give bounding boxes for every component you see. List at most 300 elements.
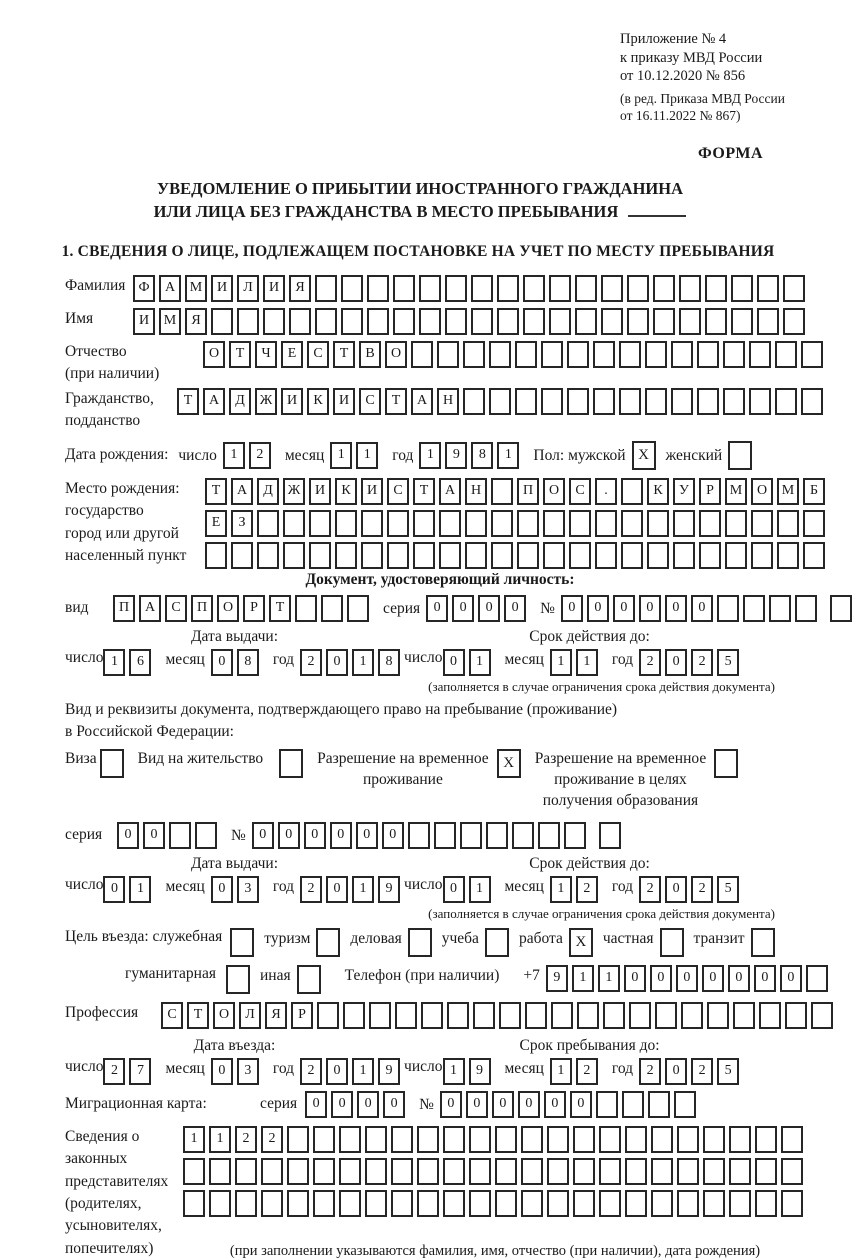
char-cell[interactable]: Д [257,478,279,505]
char-cell[interactable] [315,275,337,302]
char-cell[interactable]: 2 [261,1126,283,1153]
char-cell[interactable]: 9 [546,965,568,992]
char-cell[interactable] [575,308,597,335]
char-cell[interactable] [437,341,459,368]
migration-series-input[interactable] [305,1091,409,1118]
char-cell[interactable] [593,341,615,368]
char-cell[interactable]: 0 [728,965,750,992]
char-cell[interactable] [335,542,357,569]
char-cell[interactable] [697,341,719,368]
char-cell[interactable] [629,1002,651,1029]
char-cell[interactable]: М [725,478,747,505]
char-cell[interactable] [803,542,825,569]
char-cell[interactable] [525,1002,547,1029]
char-cell[interactable]: 0 [639,595,661,622]
char-cell[interactable] [237,308,259,335]
char-cell[interactable] [781,1190,803,1217]
char-cell[interactable]: 0 [304,822,326,849]
char-cell[interactable] [283,510,305,537]
char-cell[interactable]: Т [413,478,435,505]
char-cell[interactable]: П [113,595,135,622]
char-cell[interactable] [491,542,513,569]
char-cell[interactable]: 0 [665,876,687,903]
char-cell[interactable]: 1 [352,1058,374,1085]
purpose-business-checkbox[interactable] [408,928,432,957]
char-cell[interactable] [183,1158,205,1185]
char-cell[interactable]: К [647,478,669,505]
char-cell[interactable]: 1 [550,876,572,903]
char-cell[interactable]: 0 [383,1091,405,1118]
char-cell[interactable]: 0 [440,1091,462,1118]
char-cell[interactable] [725,510,747,537]
char-cell[interactable]: 0 [103,876,125,903]
char-cell[interactable] [257,510,279,537]
char-cell[interactable]: 0 [587,595,609,622]
residence-number-input[interactable] [252,822,625,849]
stay-day-input[interactable] [443,1058,495,1085]
char-cell[interactable] [645,388,667,415]
char-cell[interactable]: 9 [469,1058,491,1085]
doc-number-input[interactable] [561,595,856,622]
char-cell[interactable] [443,1126,465,1153]
char-cell[interactable] [421,1002,443,1029]
char-cell[interactable] [573,1190,595,1217]
char-cell[interactable]: 2 [576,1058,598,1085]
legal-reps-input-row2[interactable] [183,1158,807,1185]
char-cell[interactable]: Ч [255,341,277,368]
char-cell[interactable]: 5 [717,1058,739,1085]
char-cell[interactable] [361,542,383,569]
char-cell[interactable] [593,388,615,415]
char-cell[interactable]: О [213,1002,235,1029]
char-cell[interactable] [699,510,721,537]
char-cell[interactable]: 0 [443,649,465,676]
char-cell[interactable] [365,1190,387,1217]
birth-place-input-row1[interactable] [205,478,829,505]
char-cell[interactable] [567,341,589,368]
char-cell[interactable] [365,1126,387,1153]
char-cell[interactable] [599,1126,621,1153]
char-cell[interactable]: 0 [326,1058,348,1085]
char-cell[interactable]: В [359,341,381,368]
char-cell[interactable] [596,1091,618,1118]
char-cell[interactable] [601,308,623,335]
char-cell[interactable]: 3 [237,1058,259,1085]
char-cell[interactable] [619,388,641,415]
char-cell[interactable] [749,341,771,368]
purpose-transit-checkbox[interactable] [751,928,775,957]
char-cell[interactable]: Т [333,341,355,368]
char-cell[interactable]: 2 [576,876,598,903]
char-cell[interactable]: 0 [443,876,465,903]
legal-reps-input-row1[interactable] [183,1126,807,1153]
char-cell[interactable]: 0 [211,1058,233,1085]
char-cell[interactable] [653,275,675,302]
char-cell[interactable]: 8 [378,649,400,676]
char-cell[interactable] [551,1002,573,1029]
char-cell[interactable] [569,542,591,569]
char-cell[interactable] [707,1002,729,1029]
char-cell[interactable]: Я [185,308,207,335]
char-cell[interactable]: 0 [278,822,300,849]
char-cell[interactable] [573,1158,595,1185]
char-cell[interactable] [471,275,493,302]
stay-month-input[interactable] [550,1058,602,1085]
char-cell[interactable]: 9 [378,1058,400,1085]
char-cell[interactable]: Т [269,595,291,622]
char-cell[interactable] [287,1158,309,1185]
char-cell[interactable] [599,1158,621,1185]
char-cell[interactable] [619,341,641,368]
char-cell[interactable]: С [307,341,329,368]
char-cell[interactable] [491,478,513,505]
char-cell[interactable]: 0 [211,876,233,903]
char-cell[interactable] [417,1158,439,1185]
purpose-private-checkbox[interactable] [660,928,684,957]
char-cell[interactable] [419,308,441,335]
char-cell[interactable] [263,308,285,335]
char-cell[interactable] [757,275,779,302]
char-cell[interactable] [775,388,797,415]
purpose-study-checkbox[interactable] [485,928,509,957]
char-cell[interactable]: 7 [129,1058,151,1085]
char-cell[interactable] [463,341,485,368]
char-cell[interactable] [521,1158,543,1185]
char-cell[interactable]: 1 [103,649,125,676]
char-cell[interactable]: 0 [357,1091,379,1118]
char-cell[interactable]: 1 [223,442,245,469]
char-cell[interactable]: 0 [665,595,687,622]
char-cell[interactable]: 0 [613,595,635,622]
char-cell[interactable] [731,308,753,335]
doc-issue-month[interactable] [211,649,263,676]
char-cell[interactable]: И [333,388,355,415]
char-cell[interactable] [653,308,675,335]
char-cell[interactable] [393,308,415,335]
char-cell[interactable]: 2 [691,649,713,676]
char-cell[interactable]: Ж [283,478,305,505]
char-cell[interactable] [463,388,485,415]
char-cell[interactable] [699,542,721,569]
char-cell[interactable] [209,1158,231,1185]
char-cell[interactable] [443,1190,465,1217]
entry-month-input[interactable] [211,1058,263,1085]
char-cell[interactable] [417,1126,439,1153]
char-cell[interactable] [673,510,695,537]
char-cell[interactable] [521,1190,543,1217]
residence-issue-year[interactable] [300,876,404,903]
char-cell[interactable]: Р [243,595,265,622]
char-cell[interactable]: К [307,388,329,415]
char-cell[interactable]: Н [437,388,459,415]
char-cell[interactable] [599,822,621,849]
char-cell[interactable] [595,510,617,537]
char-cell[interactable]: . [595,478,617,505]
char-cell[interactable] [775,341,797,368]
char-cell[interactable] [261,1158,283,1185]
birth-month-input[interactable] [330,442,382,469]
char-cell[interactable] [811,1002,833,1029]
char-cell[interactable] [411,341,433,368]
patronymic-input[interactable] [203,341,827,368]
doc-valid-year[interactable] [639,649,743,676]
char-cell[interactable] [651,1190,673,1217]
char-cell[interactable] [801,388,823,415]
char-cell[interactable]: 2 [639,876,661,903]
char-cell[interactable]: С [359,388,381,415]
char-cell[interactable]: 0 [650,965,672,992]
char-cell[interactable] [469,1126,491,1153]
char-cell[interactable] [759,1002,781,1029]
char-cell[interactable]: 0 [382,822,404,849]
char-cell[interactable] [395,1002,417,1029]
char-cell[interactable]: 1 [443,1058,465,1085]
char-cell[interactable]: И [211,275,233,302]
char-cell[interactable]: М [159,308,181,335]
char-cell[interactable] [495,1126,517,1153]
char-cell[interactable] [257,542,279,569]
char-cell[interactable]: 0 [676,965,698,992]
char-cell[interactable] [679,275,701,302]
char-cell[interactable] [655,1002,677,1029]
char-cell[interactable]: Ж [255,388,277,415]
char-cell[interactable] [599,1190,621,1217]
char-cell[interactable] [751,510,773,537]
residence-valid-month[interactable] [550,876,602,903]
char-cell[interactable]: О [385,341,407,368]
char-cell[interactable] [703,1158,725,1185]
surname-input[interactable] [133,275,809,302]
purpose-official-checkbox[interactable] [230,928,254,957]
char-cell[interactable] [731,275,753,302]
char-cell[interactable]: 0 [452,595,474,622]
char-cell[interactable]: С [569,478,591,505]
char-cell[interactable] [541,388,563,415]
char-cell[interactable] [703,1190,725,1217]
char-cell[interactable]: 0 [570,1091,592,1118]
char-cell[interactable] [627,308,649,335]
doc-series-input[interactable] [426,595,530,622]
char-cell[interactable] [391,1126,413,1153]
residence-series-input[interactable] [117,822,221,849]
char-cell[interactable] [471,308,493,335]
char-cell[interactable]: 1 [209,1126,231,1153]
char-cell[interactable] [729,1190,751,1217]
char-cell[interactable] [795,595,817,622]
char-cell[interactable] [783,308,805,335]
char-cell[interactable] [367,275,389,302]
char-cell[interactable] [705,275,727,302]
char-cell[interactable] [783,275,805,302]
char-cell[interactable] [647,510,669,537]
char-cell[interactable] [317,1002,339,1029]
char-cell[interactable] [541,341,563,368]
char-cell[interactable] [697,388,719,415]
char-cell[interactable] [209,1190,231,1217]
purpose-humanitarian-checkbox[interactable] [226,965,250,994]
char-cell[interactable]: 1 [419,442,441,469]
char-cell[interactable]: 1 [352,876,374,903]
char-cell[interactable] [445,308,467,335]
char-cell[interactable]: Т [205,478,227,505]
visa-checkbox[interactable] [100,749,124,778]
char-cell[interactable] [757,308,779,335]
char-cell[interactable]: 1 [572,965,594,992]
char-cell[interactable]: 0 [478,595,500,622]
char-cell[interactable]: 0 [780,965,802,992]
char-cell[interactable] [679,308,701,335]
char-cell[interactable] [235,1158,257,1185]
char-cell[interactable] [169,822,191,849]
char-cell[interactable] [785,1002,807,1029]
char-cell[interactable] [295,595,317,622]
char-cell[interactable] [339,1126,361,1153]
char-cell[interactable]: Н [465,478,487,505]
char-cell[interactable] [723,388,745,415]
char-cell[interactable] [413,510,435,537]
char-cell[interactable]: Е [205,510,227,537]
char-cell[interactable]: Р [699,478,721,505]
doc-issue-day[interactable] [103,649,155,676]
char-cell[interactable] [465,542,487,569]
char-cell[interactable]: 8 [471,442,493,469]
char-cell[interactable] [517,542,539,569]
residence-issue-month[interactable] [211,876,263,903]
char-cell[interactable] [677,1190,699,1217]
char-cell[interactable] [749,388,771,415]
char-cell[interactable]: О [217,595,239,622]
char-cell[interactable] [343,1002,365,1029]
char-cell[interactable] [543,542,565,569]
char-cell[interactable] [391,1158,413,1185]
char-cell[interactable] [717,595,739,622]
char-cell[interactable]: 1 [129,876,151,903]
char-cell[interactable]: О [751,478,773,505]
char-cell[interactable]: 1 [550,649,572,676]
char-cell[interactable] [515,388,537,415]
char-cell[interactable]: Б [803,478,825,505]
char-cell[interactable]: И [361,478,383,505]
char-cell[interactable] [543,510,565,537]
char-cell[interactable]: 0 [691,595,713,622]
char-cell[interactable]: 0 [331,1091,353,1118]
char-cell[interactable] [235,1190,257,1217]
char-cell[interactable] [648,1091,670,1118]
char-cell[interactable]: П [517,478,539,505]
char-cell[interactable]: 1 [183,1126,205,1153]
char-cell[interactable]: 0 [252,822,274,849]
char-cell[interactable] [806,965,828,992]
char-cell[interactable] [671,341,693,368]
profession-input[interactable] [161,1002,837,1029]
char-cell[interactable] [335,510,357,537]
char-cell[interactable]: 0 [624,965,646,992]
char-cell[interactable] [183,1190,205,1217]
char-cell[interactable]: И [309,478,331,505]
residence-permit-checkbox[interactable] [279,749,303,778]
char-cell[interactable] [743,595,765,622]
char-cell[interactable]: Д [229,388,251,415]
char-cell[interactable]: 1 [330,442,352,469]
purpose-tourism-checkbox[interactable] [316,928,340,957]
char-cell[interactable] [341,308,363,335]
char-cell[interactable]: А [439,478,461,505]
char-cell[interactable] [705,308,727,335]
birth-year-input[interactable] [419,442,523,469]
char-cell[interactable] [625,1126,647,1153]
char-cell[interactable] [231,542,253,569]
char-cell[interactable] [313,1158,335,1185]
char-cell[interactable] [512,822,534,849]
char-cell[interactable] [673,542,695,569]
char-cell[interactable] [677,1126,699,1153]
char-cell[interactable] [369,1002,391,1029]
char-cell[interactable] [365,1158,387,1185]
char-cell[interactable] [387,510,409,537]
char-cell[interactable]: Т [177,388,199,415]
residence-valid-year[interactable] [639,876,743,903]
char-cell[interactable] [283,542,305,569]
char-cell[interactable] [573,1126,595,1153]
birth-place-input-row2[interactable] [205,510,829,537]
char-cell[interactable]: П [191,595,213,622]
char-cell[interactable] [347,595,369,622]
char-cell[interactable]: 3 [237,876,259,903]
char-cell[interactable] [289,308,311,335]
char-cell[interactable] [491,510,513,537]
char-cell[interactable]: З [231,510,253,537]
char-cell[interactable]: 0 [504,595,526,622]
char-cell[interactable]: Ф [133,275,155,302]
char-cell[interactable]: А [203,388,225,415]
char-cell[interactable]: А [159,275,181,302]
char-cell[interactable] [391,1190,413,1217]
char-cell[interactable] [313,1190,335,1217]
char-cell[interactable] [577,1002,599,1029]
char-cell[interactable]: У [673,478,695,505]
char-cell[interactable] [387,542,409,569]
char-cell[interactable]: 2 [103,1058,125,1085]
char-cell[interactable]: 1 [352,649,374,676]
char-cell[interactable] [725,542,747,569]
char-cell[interactable] [367,308,389,335]
char-cell[interactable]: Т [187,1002,209,1029]
char-cell[interactable] [495,1190,517,1217]
char-cell[interactable]: 0 [117,822,139,849]
char-cell[interactable]: 1 [469,876,491,903]
char-cell[interactable]: Р [291,1002,313,1029]
char-cell[interactable]: 2 [691,876,713,903]
char-cell[interactable] [499,1002,521,1029]
char-cell[interactable] [622,1091,644,1118]
char-cell[interactable] [321,595,343,622]
char-cell[interactable]: М [777,478,799,505]
char-cell[interactable] [309,510,331,537]
char-cell[interactable]: И [263,275,285,302]
char-cell[interactable]: 0 [326,876,348,903]
char-cell[interactable] [755,1158,777,1185]
char-cell[interactable]: 6 [129,649,151,676]
doc-valid-month[interactable] [550,649,602,676]
char-cell[interactable] [651,1126,673,1153]
char-cell[interactable]: 0 [305,1091,327,1118]
char-cell[interactable] [287,1190,309,1217]
char-cell[interactable] [211,308,233,335]
char-cell[interactable] [621,542,643,569]
sex-male-checkbox[interactable]: X [632,441,656,470]
char-cell[interactable] [195,822,217,849]
char-cell[interactable]: Я [265,1002,287,1029]
